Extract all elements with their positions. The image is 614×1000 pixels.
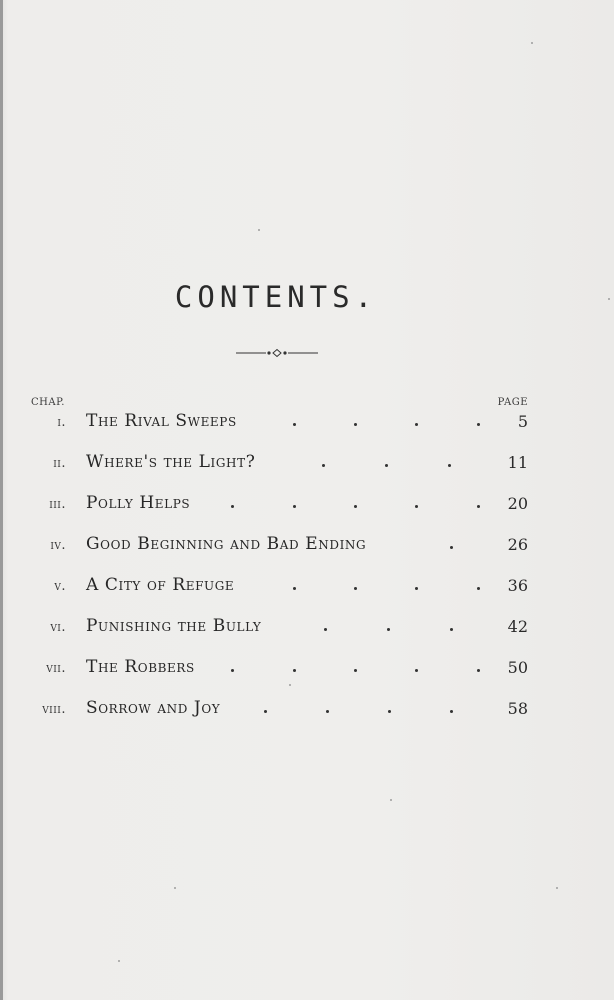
chapter-title: Punishing the Bully bbox=[86, 616, 262, 636]
chapter-title: Where's the Light? bbox=[86, 452, 256, 472]
page-number: 5 bbox=[517, 412, 528, 431]
chapter-number: i. bbox=[57, 415, 66, 430]
chapter-title: The Rival Sweeps bbox=[86, 411, 237, 431]
toc-entry[interactable] bbox=[0, 493, 614, 519]
chapter-number: iv. bbox=[50, 538, 66, 553]
chapter-number: iii. bbox=[49, 497, 66, 512]
chapter-title: Polly Helps bbox=[86, 493, 191, 513]
toc-entry[interactable] bbox=[0, 534, 614, 560]
chapter-title: Sorrow and Joy bbox=[86, 698, 221, 718]
contents-heading: CONTENTS. bbox=[174, 280, 378, 314]
paper-speck bbox=[174, 887, 176, 889]
toc-entry[interactable] bbox=[0, 575, 614, 601]
paper-speck bbox=[608, 298, 610, 300]
toc-entry[interactable] bbox=[0, 616, 614, 642]
chapter-number: viii. bbox=[42, 702, 66, 717]
page-number: 58 bbox=[507, 699, 528, 718]
paper-speck bbox=[289, 684, 291, 686]
page-number: 50 bbox=[507, 658, 528, 677]
paper-speck bbox=[531, 42, 533, 44]
chapter-title: A City of Refuge bbox=[86, 575, 235, 595]
chapter-number: ii. bbox=[53, 456, 66, 471]
toc-entry[interactable] bbox=[0, 657, 614, 683]
page-number: 11 bbox=[507, 453, 528, 472]
column-headers bbox=[31, 397, 528, 411]
paper-speck bbox=[556, 887, 558, 889]
paper-speck bbox=[258, 229, 260, 231]
page-number: 26 bbox=[507, 535, 528, 554]
ornament-divider-icon bbox=[236, 346, 318, 360]
toc-entry[interactable] bbox=[0, 411, 614, 437]
chapter-number: vi. bbox=[50, 620, 66, 635]
paper-speck bbox=[118, 960, 120, 962]
toc-entry[interactable] bbox=[0, 698, 614, 724]
page-number: 20 bbox=[507, 494, 528, 513]
chapter-number: vii. bbox=[46, 661, 66, 676]
page-number: 36 bbox=[507, 576, 528, 595]
page-number: 42 bbox=[507, 617, 528, 636]
paper-speck bbox=[390, 799, 392, 801]
chapter-number: v. bbox=[54, 579, 66, 594]
toc-entry[interactable] bbox=[0, 452, 614, 478]
page-column-label: PAGE bbox=[497, 397, 528, 408]
chapter-column-label: CHAP. bbox=[31, 397, 65, 408]
chapter-title: Good Beginning and Bad Ending bbox=[86, 534, 367, 554]
chapter-title: The Robbers bbox=[86, 657, 195, 677]
